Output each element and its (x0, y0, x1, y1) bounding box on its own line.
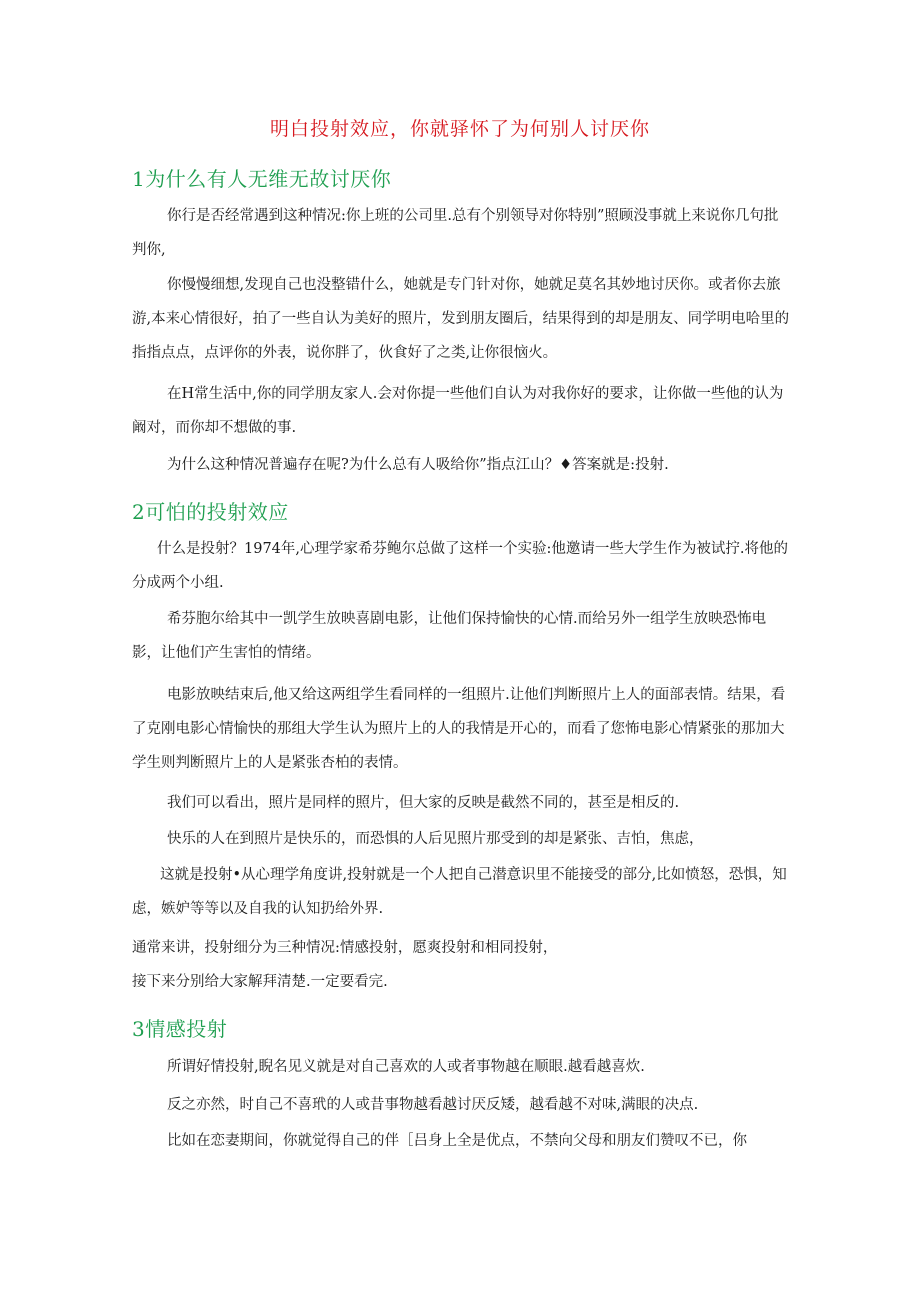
section-3-paragraph: 所谓好情投射,睨名见义就是对自己喜欢的人或者事物越在顺眼.越看越喜炊. (167, 1059, 645, 1075)
section-2-paragraph: 这就是投射•从心理学角度讲,投射就是一个人把自己潜意识里不能接受的部分,比如愤怒，恐惧，知虑，嫉妒等等以及自我的认知扔给外界. (132, 867, 787, 917)
section-3-heading: 3情感投射 (132, 1017, 228, 1041)
section-3-paragraph: 比如在恋妻期间，你就觉得自己的伴［吕身上全是优点，不禁向父母和朋友们赞叹不已，你 (167, 1133, 747, 1149)
section-2-paragraph: 电影放映结束后,他又给这两组学生看同样的一组照片.让他们判断照片上人的面部表情。结果，看了克刚电影心情愉快的那组大学生认为照片上的人的我情是开心的，而看了您怖电影心情紧张的那加大学生则判断照片上的人是紧张杏柏的表情。 (132, 687, 786, 771)
section-2-paragraph: 通常来讲，投射细分为三种情况:情感投射，愿爽投射和相同投射， (132, 940, 558, 956)
section-2-paragraph: 接下来分别给大家解拜清楚.一定要看完. (132, 974, 388, 990)
section-1-heading: 1为什么有人无维无故讨厌你 (132, 167, 392, 191)
section-2-paragraph: 希芬胞尔给其中一凯学生放映喜剧电影，让他们保持愉快的心情.而给另外一组学生放映恐怖电影，让他们产生害怕的情绪。 (132, 611, 767, 661)
section-1-paragraph: 在H常生活中,你的同学朋友家人.会对你提一些他们自认为对我你好的要求，让你做一些他的认为阚对，而你却不想做的事. (132, 386, 784, 436)
section-2-paragraph: 什么是投射？1974年,心理学家希芬鲍尔总做了这样一个实验:他邀请一些大学生作为被试拧.将他的分成两个小组. (132, 541, 789, 591)
section-2-paragraph: 快乐的人在到照片是快乐的，而恐惧的人后见照片那受到的却是紧张、吉怕，焦虑， (167, 831, 704, 847)
section-2-heading: 2可怕的投射效应 (132, 500, 289, 524)
section-2-paragraph: 我们可以看出，照片是同样的照片，但大家的反映是截然不同的，甚至是相反的. (167, 795, 680, 811)
section-1-paragraph: 你行是否经常遇到这种情况:你上班的公司里.总有个别领导对你特别”照顾没事就上来说你几句批判你, (132, 208, 779, 258)
section-1-paragraph: 为什么这种情况普遍存在呢?为什么总有人吸给你”指点江山？♦答案就是:投射. (167, 457, 669, 473)
section-1-paragraph: 你慢慢细想,发现自己也没整错什么，她就是专门针对你，她就足莫名其妙地讨厌你。或者你去旅游,本来心情很好，拍了一些自认为美好的照片，发到朋友圈后，结果得到的却是朋友、同学明电哈里的指指点点，点评你的外表，说你胖了，伙食好了之类,让你很恼火。 (132, 277, 790, 361)
section-3-paragraph: 反之亦然，时自己不喜玳的人或昔事物越看越讨厌反矮，越看越不对味,满眼的决点. (167, 1097, 699, 1113)
document-title: 明白投射效应，你就驿怀了为何别人讨厌你 (269, 118, 650, 140)
